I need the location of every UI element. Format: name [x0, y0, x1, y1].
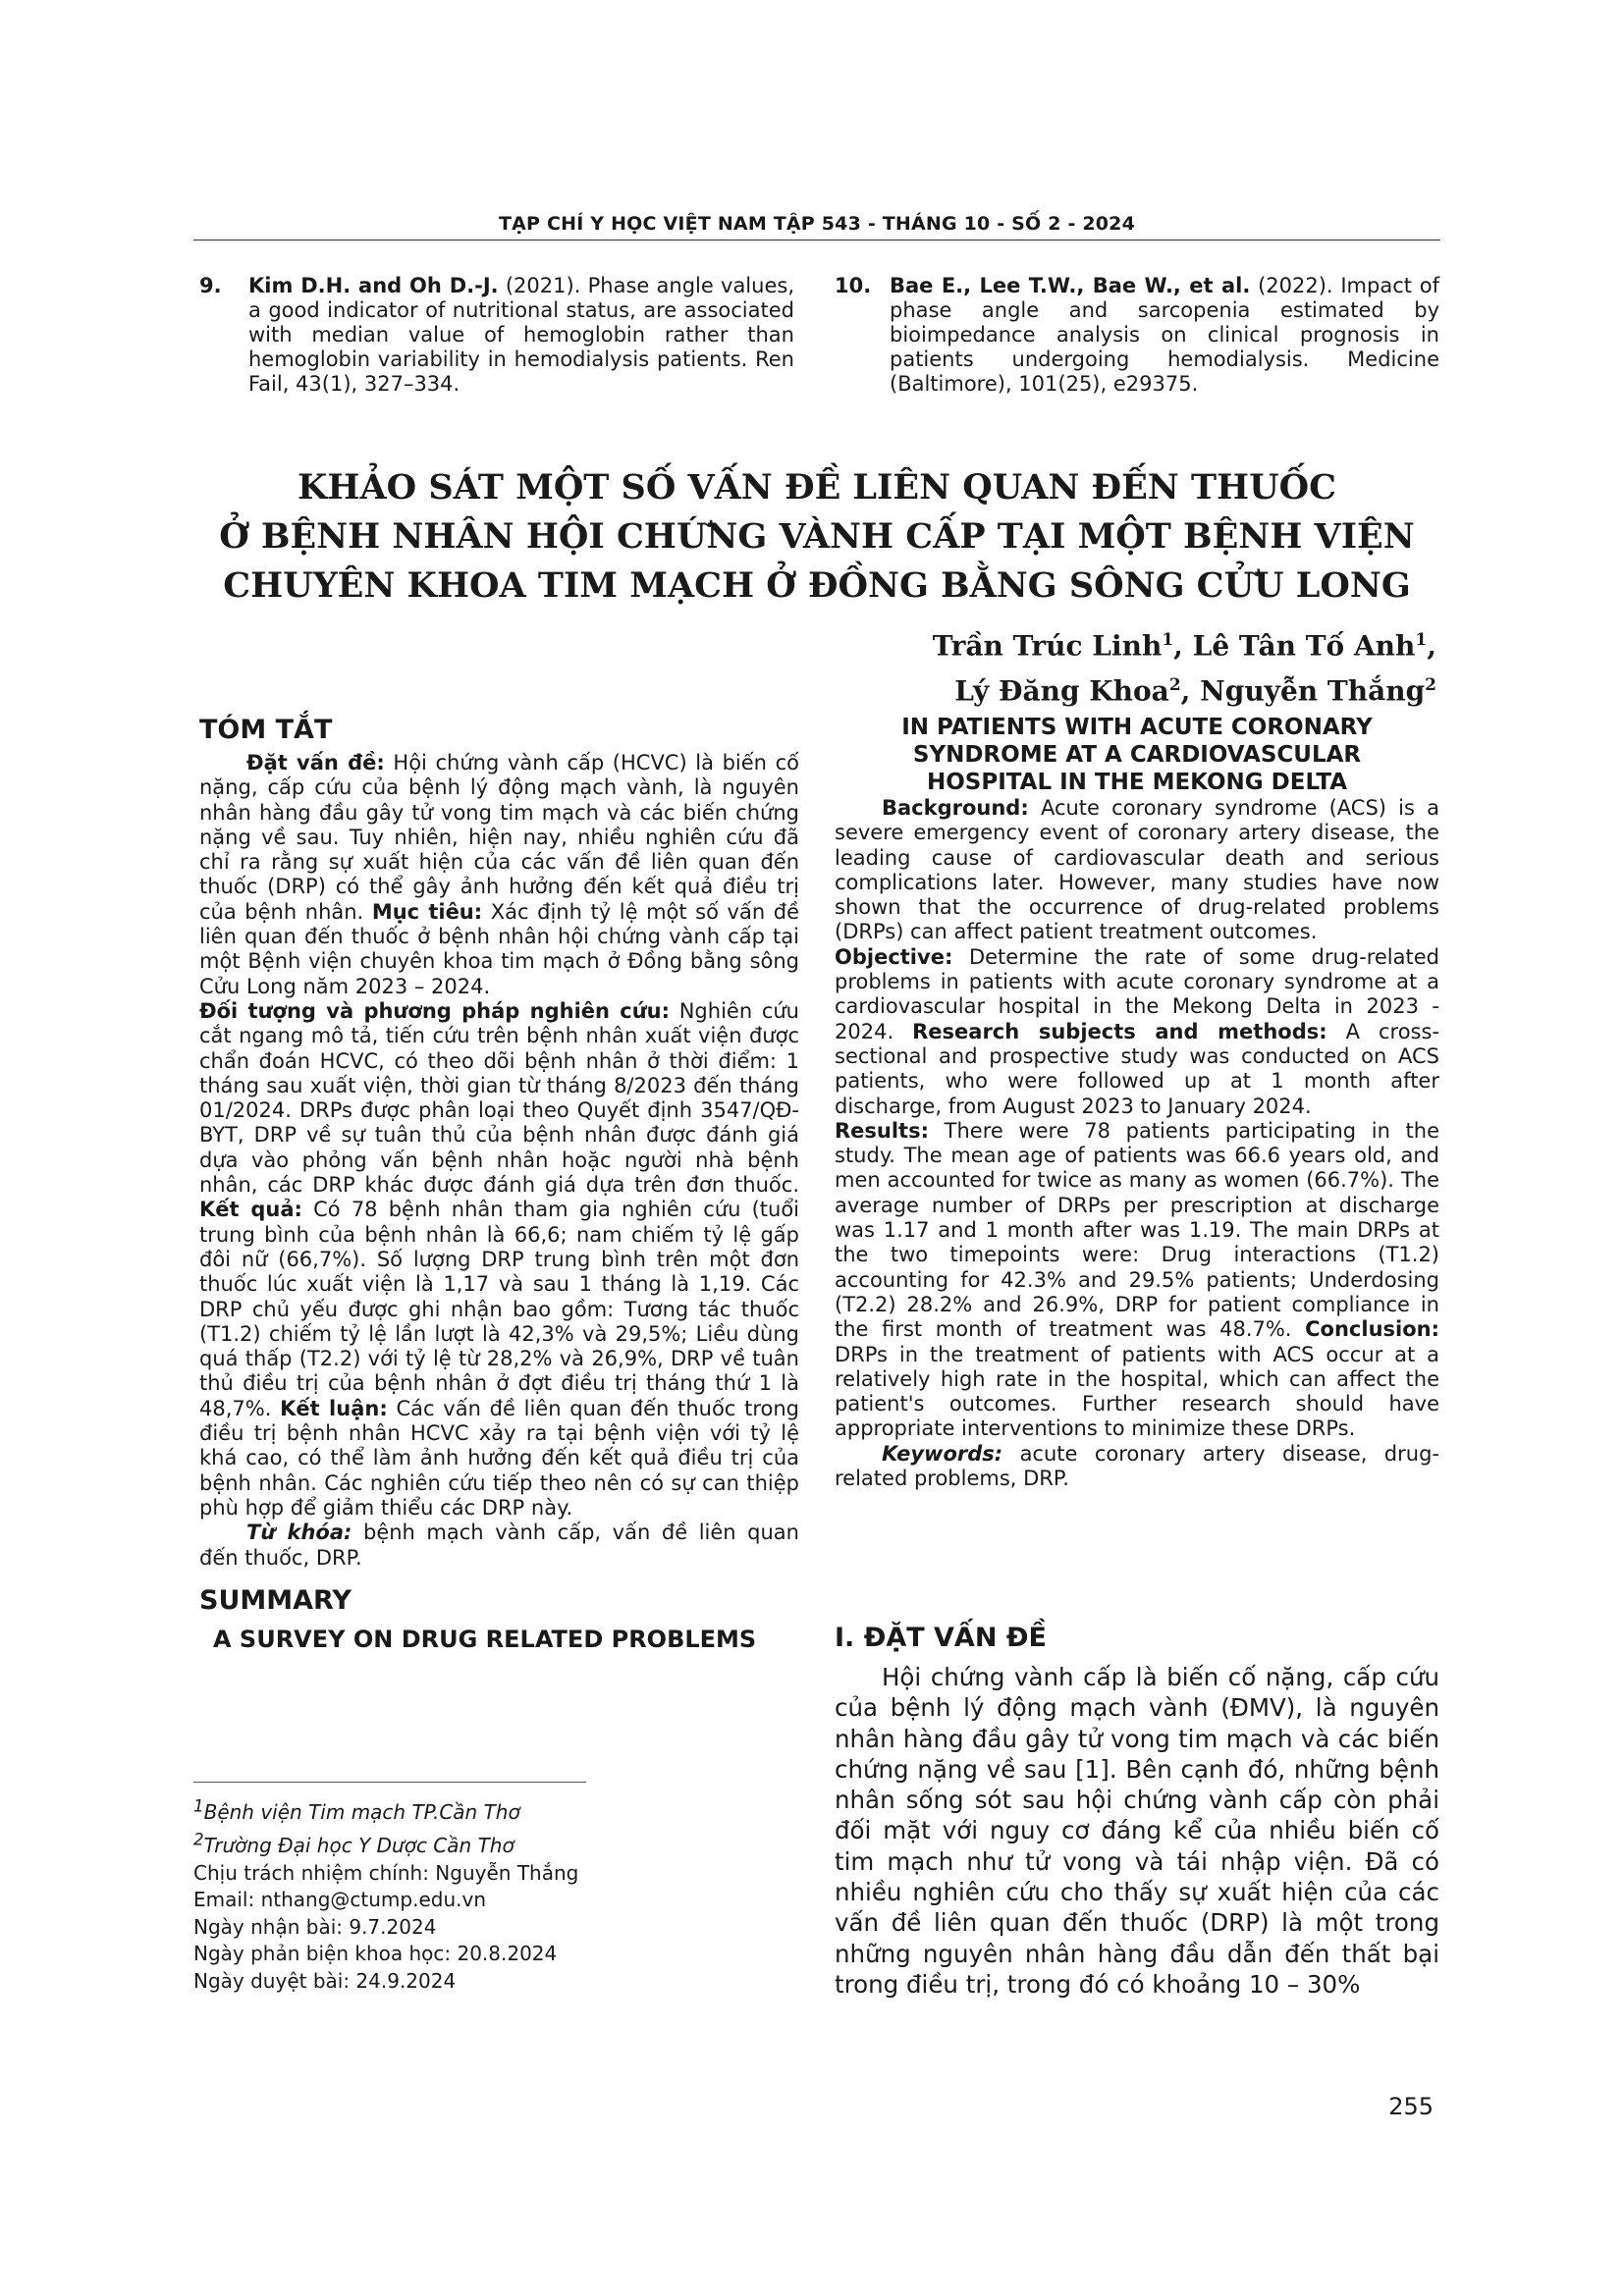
text-results: Có 78 bệnh nhân tham gia nghiên cứu (tuổi trung bình của bệnh nhân là 66,6; nam chiếm tỷ lệ gấp đôi nữ (66,7%). Số lượng DRP trung bình trên một đơn thuốc lúc xuất viện là 1,17 và sau 1 tháng là 1,19. Các DRP chủ yếu được ghi nhận bao gồm: Tương tác thuốc (T1.2) chiếm tỷ lệ lần lượt là 42,3% và 29,5%; Liều dùng quá thấp (T2.2) với tỷ lệ từ 28,2% và 26,9%, DRP về tuân thủ điều trị của bệnh nhân ở đợt điều trị tháng thứ 1 là 48,7%. [199, 1198, 799, 1420]
summary-title-line: HOSPITAL IN THE MEKONG DELTA [926, 770, 1348, 795]
author-affiliation: 2 [1168, 675, 1181, 696]
title-line: CHUYÊN KHOA TIM MẠCH Ở ĐỒNG BẰNG SÔNG CỬU LONG [223, 565, 1411, 606]
abstract-paragraph [199, 999, 799, 1521]
author-name: Trần Trúc Linh [932, 629, 1163, 663]
text-background: Hội chứng vành cấp (HCVC) là biến cố nặng, cấp cứu của bệnh lý động mạch vành, là nguyên nhân hàng đầu gây tử vong tim mạch và các biến chứng nặng về sau. Tuy nhiên, hiện nay, nhiều nghiên cứu đã chỉ ra rằng sự xuất hiện của các vấn đề liên quan đến thuốc (DRP) có thể gây ảnh hưởng đến kết quả điều trị của bệnh nhân. [199, 751, 799, 924]
article-title [193, 463, 1440, 611]
author-name: Lý Đăng Khoa [954, 674, 1169, 708]
text-keywords: bệnh mạch vành cấp, vấn đề liên quan đến thuốc, DRP. [199, 1521, 799, 1570]
text-objective: Xác định tỷ lệ một số vấn đề liên quan đến thuốc ở bệnh nhân hội chứng vành cấp tại một Bệnh viện chuyên khoa tim mạch ở Đồng bằng sông Cửu Long năm 2023 – 2024. [199, 899, 799, 998]
summary-title-line: SYNDROME AT A CARDIOVASCULAR [912, 742, 1362, 768]
abstract-paragraph [835, 945, 1439, 1119]
abstract-keywords [199, 1521, 799, 1571]
reference-9 [199, 274, 794, 397]
received-date: Ngày nhận bài: 9.7.2024 [193, 1914, 437, 1939]
reference-authors: Bae E., Lee T.W., Bae W., et al. [890, 274, 1251, 297]
section-heading: I. ĐẶT VẤN ĐỀ [835, 1623, 1047, 1653]
summary-title-line: A SURVEY ON DRUG RELATED PROBLEMS [213, 1625, 757, 1653]
label-keywords: Keywords: [882, 1441, 1003, 1466]
author-affiliation: 1 [1415, 630, 1428, 650]
title-line: Ở BỆNH NHÂN HỘI CHỨNG VÀNH CẤP TẠI MỘT BỆNH VIỆN [219, 516, 1415, 557]
corresponding-author: Chịu trách nhiệm chính: Nguyễn Thắng [193, 1860, 579, 1885]
label-objective: Objective: [835, 944, 953, 969]
label-background: Đặt vấn đề: [246, 751, 385, 774]
text-methods: A cross-sectional and prospective study was conducted on ACS patients, who were followed up at 1 month after discharge, from August 2023 to January 2024. [835, 1019, 1440, 1118]
author-name: Lê Tân Tố Anh [1192, 629, 1416, 663]
reviewed-date: Ngày phản biện khoa học: 20.8.2024 [193, 1942, 558, 1966]
footnotes [193, 1792, 578, 1995]
label-background: Background: [882, 796, 1029, 820]
author-affiliation: 2 [1425, 675, 1436, 696]
text-conclusion: DRPs in the treatment of patients with ACS occur at a relatively high rate in the hospital, which can affect the patient's outcomes. Further research should have appropriate interventions to minimize these DRPs. [835, 1342, 1439, 1441]
abstract-paragraph [835, 1119, 1439, 1442]
footnote-marker: 1 [193, 1796, 204, 1815]
abstract-heading: TÓM TẮT [199, 715, 333, 745]
text-methods: Nghiên cứu cắt ngang mô tả, tiến cứu trên bệnh nhân xuất viện được chẩn đoán HCVC, có theo dõi bệnh nhân ở thời điểm: 1 tháng sau xuất viện, thời gian từ tháng 8/2023 đến tháng 01/2024. DRPs được phân loại theo Quyết định 3547/QĐ-BYT, DRP về sự tuân thủ của bệnh nhân được đánh giá dựa vào phỏng vấn bệnh nhân hoặc người nhà bệnh nhân, các DRP khác được đánh giá dựa trên đơn thuốc. [199, 998, 799, 1198]
abstract-paragraph [835, 796, 1439, 945]
text-results: There were 78 patients participating in the study. The mean age of patients was 66.6 years old, and men accounted for twice as many as women (66.7%). The average number of DRPs per prescription at discharge was 1.17 and 1 month after was 1.19. The main DRPs at the two timepoints were: Drug interactions (T1.2) accounting for 42.3% and 29.5% patients; Underdosing (T2.2) 28.2% and 26.9%, DRP for patient compliance in the first month of treatment was 48.7%. [835, 1118, 1439, 1342]
footnote-marker: 2 [193, 1830, 204, 1849]
reference-authors: Kim D.H. and Oh D.-J. [248, 274, 499, 297]
title-line: KHẢO SÁT MỘT SỐ VẤN ĐỀ LIÊN QUAN ĐẾN THUỐC [298, 467, 1336, 507]
text-conclusion: Các vấn đề liên quan đến thuốc trong điều trị bệnh nhân HCVC xảy ra tại bệnh viện với tỷ lệ khá cao, có thể làm ảnh hưởng đến kết quả điều trị của bệnh nhân. Các nghiên cứu tiếp theo nên có sự can thiệp phù hợp để giảm thiểu các DRP này. [199, 1396, 799, 1520]
footnote-divider [193, 1782, 586, 1783]
page-number: 255 [1388, 2093, 1434, 2120]
abstract-english [835, 714, 1439, 1491]
reference-text: (2022). Impact of phase angle and sarcopenia estimated by bioimpedance analysis on clinical prognosis in patients undergoing hemodialysis. Medicine (Baltimore), 101(25), e29375. [890, 274, 1439, 396]
reference-number: 10. [835, 274, 872, 297]
text-keywords: acute coronary artery disease, drug-related problems, DRP. [835, 1441, 1439, 1491]
summary-title-line: IN PATIENTS WITH ACUTE CORONARY [901, 715, 1373, 740]
abstract-paragraph [199, 751, 799, 999]
label-keywords: Từ khóa: [246, 1521, 352, 1545]
label-conclusion: Kết luận: [280, 1396, 388, 1420]
summary-heading: SUMMARY [199, 1584, 352, 1616]
label-methods: Research subjects and methods: [912, 1019, 1327, 1043]
reference-text: (2021). Phase angle values, a good indicator of nutritional status, are associated with median value of hemoglobin rather than hemoglobin variability in hemodialysis patients. Ren Fail, 43(1), 327–334. [248, 274, 794, 396]
author-name: Nguyễn Thắng [1200, 674, 1426, 708]
section-introduction [835, 1621, 1439, 2000]
abstract-keywords [835, 1442, 1439, 1492]
text-objective: Determine the rate of some drug-related problems in patients with acute coronary syndrome at a cardiovascular hospital in the Mekong Delta in 2023 - 2024. [835, 944, 1439, 1043]
affiliation-1: Bệnh viện Tim mạch TP.Cần Thơ [203, 1799, 520, 1824]
running-header: TẠP CHÍ Y HỌC VIỆT NAM TẬP 543 - THÁNG 10 - SỐ 2 - 2024 [498, 213, 1136, 235]
author-list: Trần Trúc Linh$^1$, Lê Tân Tố Anh$^1$, Lý Đăng Khoa$^2$, Nguyễn Thắng$^2$ [932, 629, 1436, 708]
reference-number: 9. [199, 274, 222, 297]
text-background: Acute coronary syndrome (ACS) is a severe emergency event of coronary artery disease, the leading cause of cardiovascular death and serious complications later. However, many studies have now shown that the occurrence of drug-related problems (DRPs) can affect patient treatment outcomes. [835, 796, 1439, 944]
label-conclusion: Conclusion: [1305, 1317, 1439, 1342]
label-methods: Đối tượng và phương pháp nghiên cứu: [199, 998, 671, 1023]
reference-10 [835, 274, 1439, 397]
label-objective: Mục tiêu: [371, 899, 483, 924]
label-results: Kết quả: [199, 1198, 302, 1222]
abstract-vietnamese [199, 714, 799, 1655]
email-text: Email: nthang@ctump.edu.vn [193, 1888, 486, 1912]
section-paragraph: Hội chứng vành cấp là biến cố nặng, cấp cứu của bệnh lý động mạch vành (ĐMV), là nguyên nhân hàng đầu gây tử vong tim mạch và các biến chứng nặng về sau [1]. Bên cạnh đó, những bệnh nhân sống sót sau hội chứng vành cấp còn phải đối mặt với nguy cơ đáng kể của nhiều biến cố tim mạch như tử vong và tái nhập viện. Đã có nhiều nghiên cứu cho thấy sự xuất hiện của các vấn đề liên quan đến thuốc (DRP) là một trong những nguyên nhân hàng đầu dẫn đến thất bại trong điều trị, trong đó có khoảng 10 – 30% [835, 1663, 1439, 1999]
label-results: Results: [835, 1118, 929, 1143]
affiliation-2: Trường Đại học Y Dược Cần Thơ [203, 1833, 514, 1857]
accepted-date: Ngày duyệt bài: 24.9.2024 [193, 1968, 457, 1993]
author-affiliation: 1 [1162, 630, 1174, 650]
